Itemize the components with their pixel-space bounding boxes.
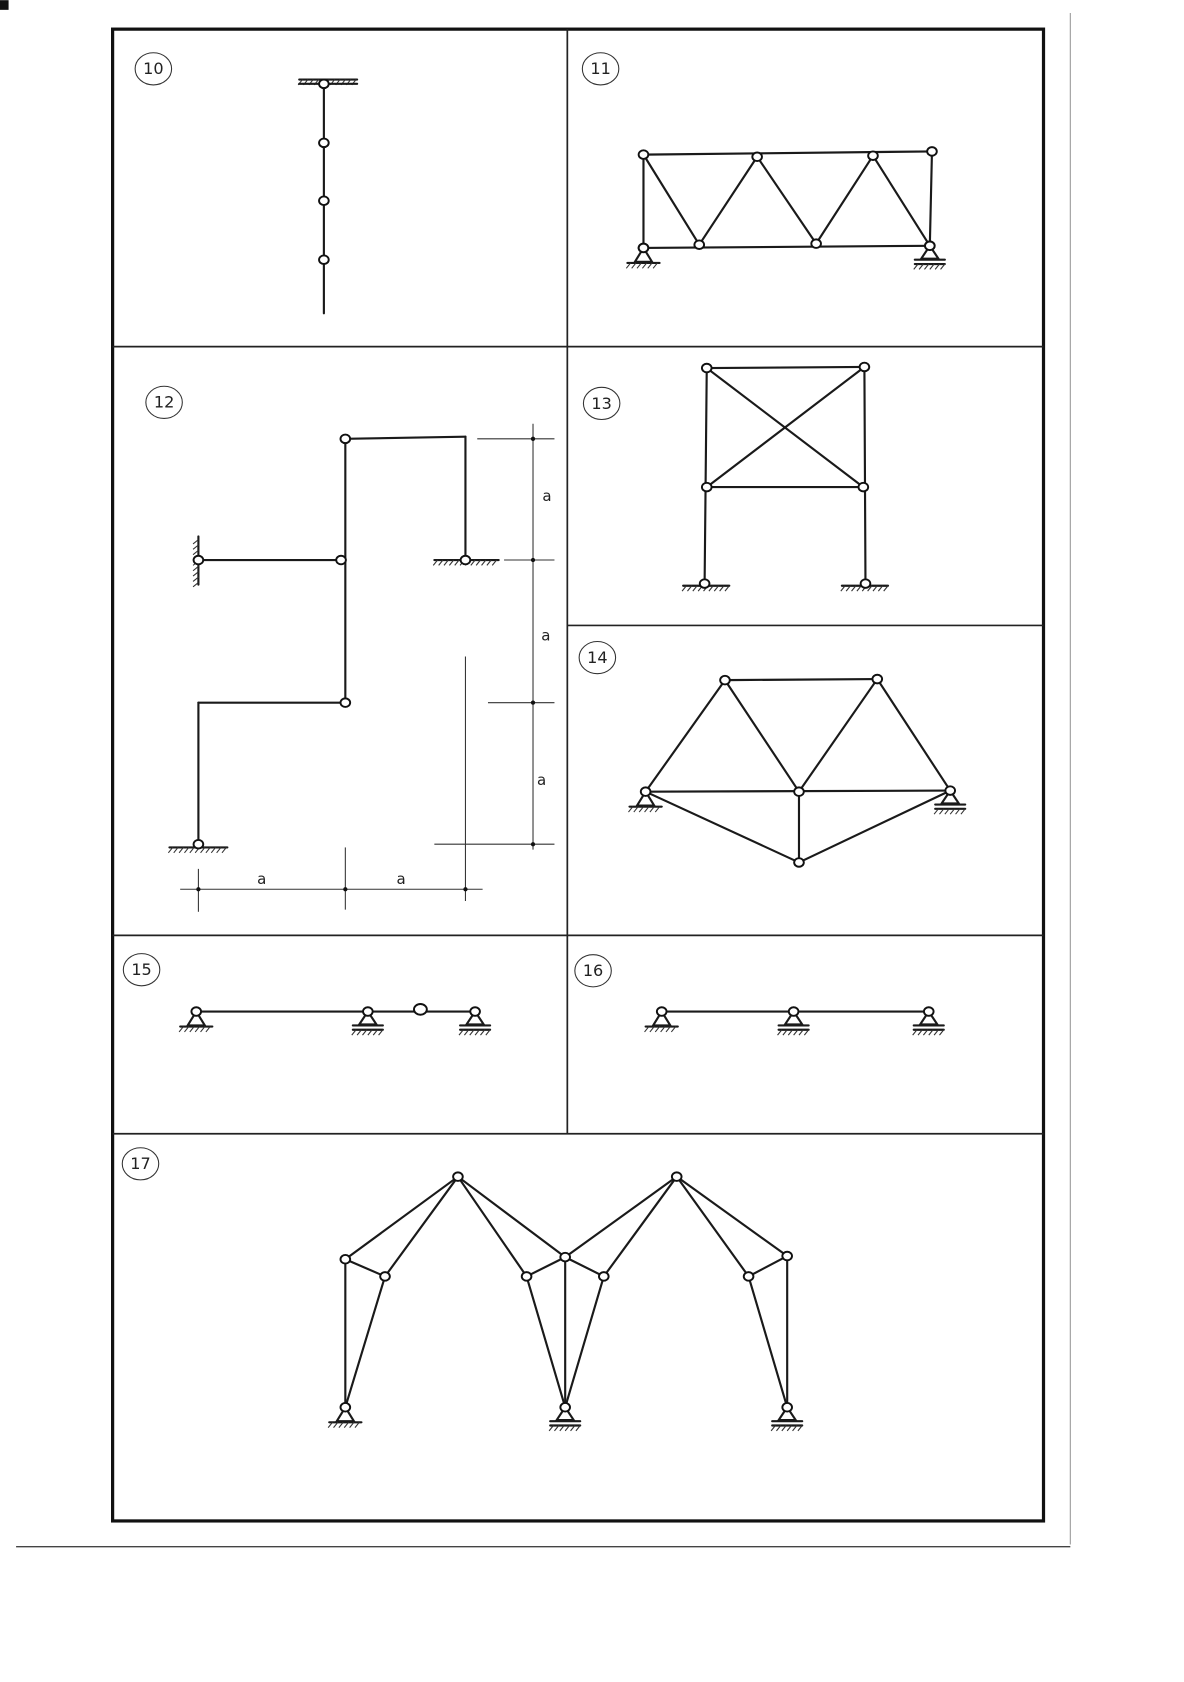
tick — [531, 701, 535, 705]
tick — [343, 887, 347, 891]
hinge-icon — [319, 139, 329, 148]
hinge-icon — [789, 1007, 799, 1016]
hinge-icon — [872, 675, 882, 684]
panel-label-17 — [122, 1148, 158, 1180]
panel-label-12 — [146, 386, 182, 418]
svg-text:16: 16 — [582, 961, 604, 981]
member — [345, 1259, 385, 1276]
roller-support-icon — [771, 1403, 802, 1431]
hinge-icon — [927, 147, 937, 156]
hinge-icon — [639, 244, 649, 253]
hinge-icon — [641, 787, 651, 796]
hinge-icon — [461, 556, 471, 565]
corner-mark — [0, 0, 9, 10]
hinge-icon — [811, 239, 821, 248]
svg-text:13: 13 — [591, 393, 612, 413]
hinge-icon — [380, 1272, 390, 1281]
pin-support-icon — [328, 1403, 361, 1428]
hinge-icon — [453, 1172, 463, 1181]
member — [565, 1276, 604, 1407]
panel-label-16 — [575, 955, 611, 987]
tick — [196, 887, 200, 891]
structure-17-arch-truss — [328, 1172, 802, 1430]
svg-text:10: 10 — [143, 59, 164, 79]
hinge-icon — [319, 196, 329, 205]
member — [565, 1177, 677, 1257]
tick — [531, 842, 535, 846]
hinge-icon — [319, 255, 329, 264]
member — [604, 1177, 677, 1277]
hinge-icon — [194, 556, 204, 565]
structure-14-truss — [628, 675, 965, 867]
panel-label-13 — [583, 387, 619, 419]
hinge-icon — [341, 435, 351, 444]
member — [385, 1177, 458, 1277]
member — [816, 156, 873, 244]
member — [677, 1177, 787, 1256]
panel-label-15 — [123, 954, 159, 986]
hinge-icon — [341, 698, 351, 707]
member — [707, 367, 865, 368]
hinge-icon — [639, 150, 649, 159]
hinge-icon — [752, 152, 762, 161]
member — [877, 679, 950, 791]
panel-label-11 — [582, 53, 618, 85]
hinge-icon — [414, 1004, 427, 1015]
hinge-icon — [860, 363, 870, 372]
svg-text:14: 14 — [587, 647, 608, 667]
panel-label-14 — [579, 642, 615, 674]
svg-text:17: 17 — [130, 1154, 151, 1174]
member — [643, 155, 699, 245]
hinge-icon — [363, 1007, 373, 1016]
hinge-icon — [599, 1272, 609, 1281]
hinge-icon — [868, 151, 878, 160]
svg-text:15: 15 — [131, 960, 152, 980]
hinge-icon — [925, 241, 935, 250]
hinge-icon — [702, 364, 712, 373]
member — [705, 368, 707, 584]
hinge-icon — [319, 80, 329, 89]
hinge-icon — [341, 1255, 351, 1264]
hinge-icon — [782, 1403, 792, 1412]
hinge-icon — [341, 1403, 351, 1412]
svg-text:11: 11 — [590, 59, 611, 79]
member — [646, 792, 799, 863]
hinge-icon — [560, 1403, 570, 1412]
dim-label-h2: a — [396, 869, 406, 888]
member — [345, 437, 465, 439]
member — [345, 1177, 458, 1260]
member — [749, 1276, 788, 1407]
structure-15-gerber-beam — [179, 1004, 490, 1035]
dimension-lines — [180, 424, 554, 912]
member — [527, 1276, 566, 1407]
member — [527, 1257, 566, 1276]
member — [725, 680, 799, 792]
dimension-labels — [257, 487, 551, 888]
structure-10-hinged-bar — [298, 80, 357, 314]
svg-text:12: 12 — [153, 392, 175, 412]
member — [643, 246, 929, 248]
panel-label-10 — [135, 53, 171, 85]
member — [930, 151, 932, 245]
structure-11-warren-truss — [626, 147, 945, 269]
hinge-icon — [859, 483, 869, 492]
hinge-icon — [945, 786, 955, 795]
hinge-icon — [657, 1007, 667, 1016]
structure-13-braced-frame — [682, 363, 888, 591]
hinge-icon — [560, 1253, 570, 1262]
dim-label-v1: a — [542, 487, 552, 506]
member — [458, 1177, 565, 1257]
member — [799, 791, 950, 863]
member — [864, 367, 865, 584]
member — [677, 1177, 749, 1277]
member — [725, 679, 877, 680]
hinge-icon — [191, 1007, 201, 1016]
member — [565, 1257, 604, 1276]
hinge-icon — [194, 840, 204, 849]
member — [643, 151, 931, 154]
hinge-icon — [744, 1272, 754, 1281]
hinge-icon — [702, 483, 712, 492]
hinge-icon — [470, 1007, 480, 1016]
grid-frame — [113, 29, 1044, 1521]
hinge-icon — [336, 556, 346, 565]
hinge-icon — [794, 858, 804, 867]
member — [699, 157, 757, 245]
hinge-icon — [672, 1172, 682, 1181]
hinge-icon — [720, 676, 730, 685]
hinge-icon — [794, 787, 804, 796]
dim-label-h1: a — [257, 869, 267, 888]
roller-support-icon — [549, 1403, 580, 1431]
hinge-icon — [700, 579, 710, 588]
hinge-icon — [782, 1252, 792, 1261]
dim-label-v2: a — [541, 626, 551, 645]
member — [749, 1256, 788, 1276]
structure-12-frame — [168, 435, 498, 853]
hinge-icon — [924, 1007, 934, 1016]
member — [646, 680, 725, 792]
member — [345, 1276, 385, 1407]
tick — [531, 558, 535, 562]
hinge-icon — [861, 579, 871, 588]
hinge-icon — [522, 1272, 532, 1281]
tick — [463, 887, 467, 891]
hinge-icon — [694, 240, 704, 249]
tick — [531, 437, 535, 441]
member — [757, 157, 816, 244]
member — [799, 679, 877, 792]
member — [458, 1177, 527, 1277]
structure-16-continuous-beam — [645, 1007, 944, 1035]
dim-label-v3: a — [536, 771, 547, 790]
member — [873, 156, 930, 246]
